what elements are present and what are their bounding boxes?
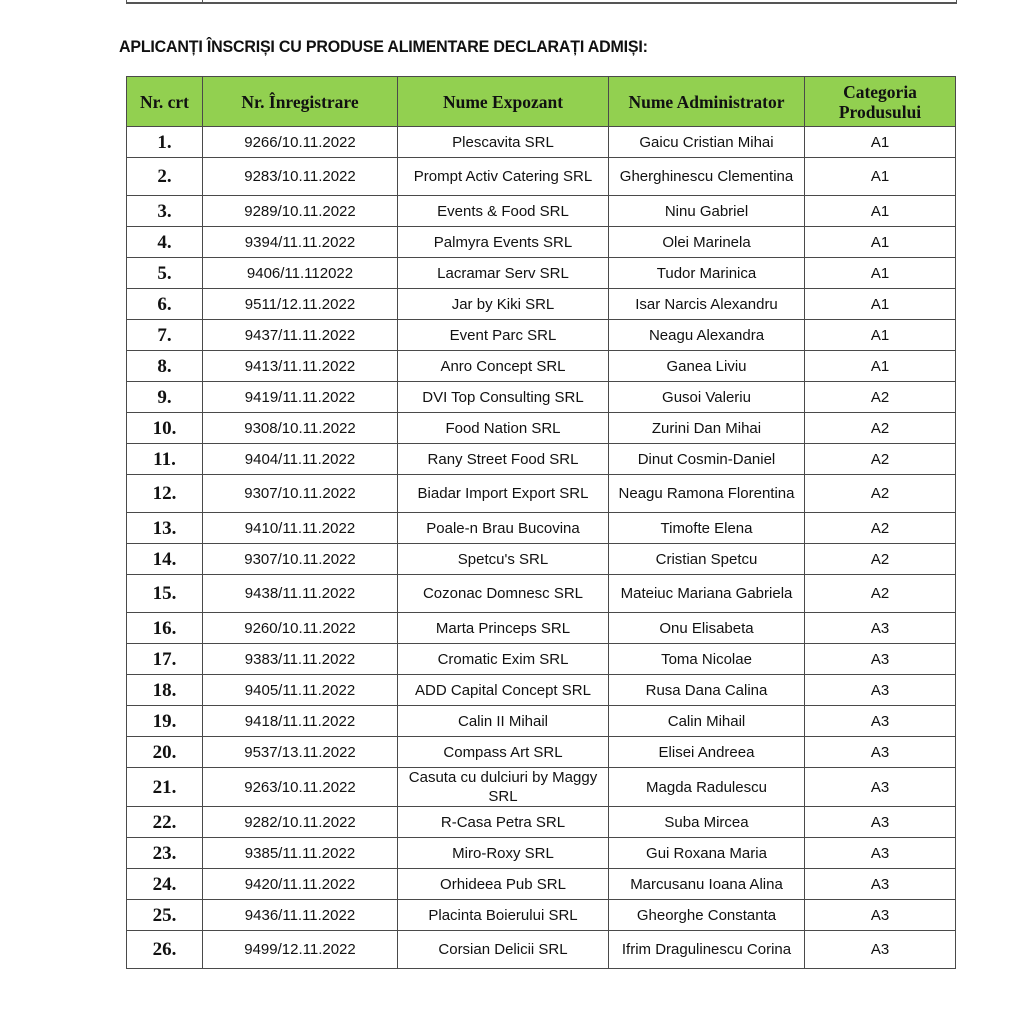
cell-nr-inregistrare: 9511/12.11.2022	[203, 289, 398, 320]
cell-nr-crt: 14.	[127, 544, 203, 575]
cell-nume-expozant: Compass Art SRL	[398, 737, 609, 768]
cell-categoria: A2	[805, 544, 956, 575]
cell-nume-administrator: Ninu Gabriel	[609, 196, 805, 227]
cell-nume-administrator: Neagu Alexandra	[609, 320, 805, 351]
table-row	[127, 768, 956, 807]
cell-nume-administrator: Olei Marinela	[609, 227, 805, 258]
cell-nr-crt: 4.	[127, 227, 203, 258]
cell-nume-expozant: Corsian Delicii SRL	[398, 931, 609, 969]
table-row	[127, 737, 956, 768]
cell-categoria: A3	[805, 675, 956, 706]
cell-nr-inregistrare: 9260/10.11.2022	[203, 613, 398, 644]
cell-nr-inregistrare: 9404/11.11.2022	[203, 444, 398, 475]
cell-nume-expozant: Cromatic Exim SRL	[398, 644, 609, 675]
cell-nume-administrator: Ganea Liviu	[609, 351, 805, 382]
cell-nume-administrator: Gusoi Valeriu	[609, 382, 805, 413]
cell-categoria: A2	[805, 413, 956, 444]
cell-nr-inregistrare: 9283/10.11.2022	[203, 158, 398, 196]
cell-nume-administrator: Mateiuc Mariana Gabriela	[609, 575, 805, 613]
cell-categoria: A3	[805, 900, 956, 931]
cell-nr-inregistrare: 9307/10.11.2022	[203, 475, 398, 513]
cell-categoria: A1	[805, 158, 956, 196]
cell-nr-inregistrare: 9385/11.11.2022	[203, 838, 398, 869]
cell-nr-crt: 17.	[127, 644, 203, 675]
cell-categoria: A3	[805, 931, 956, 969]
cell-nume-administrator: Magda Radulescu	[609, 768, 805, 807]
cell-categoria: A2	[805, 575, 956, 613]
cell-nume-expozant: Spetcu's SRL	[398, 544, 609, 575]
cell-nume-expozant: Rany Street Food SRL	[398, 444, 609, 475]
table-divider	[202, 0, 203, 2]
table-row	[127, 613, 956, 644]
cell-nume-expozant: Casuta cu dulciuri by Maggy SRL	[398, 768, 609, 807]
header-nume-administrator: Nume Administrator	[609, 77, 805, 127]
cell-nume-administrator: Calin Mihail	[609, 706, 805, 737]
table-row	[127, 475, 956, 513]
cell-nume-administrator: Neagu Ramona Florentina	[609, 475, 805, 513]
cell-categoria: A3	[805, 768, 956, 807]
cell-nr-crt: 16.	[127, 613, 203, 644]
cell-nume-administrator: Isar Narcis Alexandru	[609, 289, 805, 320]
cell-nr-crt: 3.	[127, 196, 203, 227]
cell-nr-inregistrare: 9405/11.11.2022	[203, 675, 398, 706]
cell-nume-expozant: Events & Food SRL	[398, 196, 609, 227]
table-row	[127, 227, 956, 258]
cell-nr-crt: 1.	[127, 127, 203, 158]
cell-categoria: A3	[805, 737, 956, 768]
cell-nr-crt: 2.	[127, 158, 203, 196]
cell-nume-administrator: Toma Nicolae	[609, 644, 805, 675]
cell-nr-crt: 9.	[127, 382, 203, 413]
cell-nume-expozant: Marta Princeps SRL	[398, 613, 609, 644]
cell-nr-inregistrare: 9394/11.11.2022	[203, 227, 398, 258]
header-nr-crt: Nr. crt	[127, 77, 203, 127]
table-body	[127, 127, 956, 969]
table-row	[127, 382, 956, 413]
cell-nr-crt: 5.	[127, 258, 203, 289]
table-row	[127, 513, 956, 544]
cell-nr-crt: 25.	[127, 900, 203, 931]
table-row	[127, 289, 956, 320]
cell-nr-crt: 26.	[127, 931, 203, 969]
cell-nr-crt: 24.	[127, 869, 203, 900]
header-categoria-produsului: Categoria Produsului	[805, 77, 956, 127]
header-nr-inregistrare: Nr. Înregistrare	[203, 77, 398, 127]
cell-categoria: A1	[805, 196, 956, 227]
cell-categoria: A3	[805, 869, 956, 900]
table-row	[127, 127, 956, 158]
table-row	[127, 544, 956, 575]
cell-categoria: A2	[805, 475, 956, 513]
cell-categoria: A1	[805, 351, 956, 382]
cell-nume-expozant: Poale-n Brau Bucovina	[398, 513, 609, 544]
cell-categoria: A2	[805, 513, 956, 544]
cell-nr-inregistrare: 9308/10.11.2022	[203, 413, 398, 444]
table-header-row	[127, 77, 956, 127]
cell-nr-crt: 15.	[127, 575, 203, 613]
cell-nume-administrator: Timofte Elena	[609, 513, 805, 544]
header-nume-expozant: Nume Expozant	[398, 77, 609, 127]
admitted-applicants-table	[126, 76, 956, 969]
cell-categoria: A2	[805, 444, 956, 475]
cell-nr-inregistrare: 9406/11.112022	[203, 258, 398, 289]
cell-nume-administrator: Ifrim Dragulinescu Corina	[609, 931, 805, 969]
table-row	[127, 413, 956, 444]
cell-nr-inregistrare: 9437/11.11.2022	[203, 320, 398, 351]
cell-nume-expozant: Jar by Kiki SRL	[398, 289, 609, 320]
cell-nr-crt: 7.	[127, 320, 203, 351]
cell-nr-inregistrare: 9420/11.11.2022	[203, 869, 398, 900]
cell-nume-administrator: Gaicu Cristian Mihai	[609, 127, 805, 158]
cell-nr-inregistrare: 9436/11.11.2022	[203, 900, 398, 931]
cell-nume-administrator: Gherghinescu Clementina	[609, 158, 805, 196]
cell-nume-expozant: Orhideea Pub SRL	[398, 869, 609, 900]
cell-nr-crt: 23.	[127, 838, 203, 869]
cell-nume-expozant: Biadar Import Export SRL	[398, 475, 609, 513]
cell-nume-administrator: Cristian Spetcu	[609, 544, 805, 575]
cell-nr-inregistrare: 9282/10.11.2022	[203, 807, 398, 838]
table-row	[127, 706, 956, 737]
cell-nume-expozant: Prompt Activ Catering SRL	[398, 158, 609, 196]
cell-nume-administrator: Gui Roxana Maria	[609, 838, 805, 869]
cell-nr-inregistrare: 9419/11.11.2022	[203, 382, 398, 413]
table-row	[127, 838, 956, 869]
cell-nume-expozant: Calin II Mihail	[398, 706, 609, 737]
cell-categoria: A1	[805, 320, 956, 351]
cell-nume-expozant: Plescavita SRL	[398, 127, 609, 158]
cell-categoria: A1	[805, 289, 956, 320]
cell-nr-crt: 20.	[127, 737, 203, 768]
cell-categoria: A2	[805, 382, 956, 413]
cell-nume-administrator: Onu Elisabeta	[609, 613, 805, 644]
cell-nume-administrator: Tudor Marinica	[609, 258, 805, 289]
table-row	[127, 900, 956, 931]
cell-categoria: A1	[805, 127, 956, 158]
table-row	[127, 444, 956, 475]
table-row	[127, 575, 956, 613]
cell-nume-administrator: Gheorghe Constanta	[609, 900, 805, 931]
cell-nume-expozant: Anro Concept SRL	[398, 351, 609, 382]
cell-nr-crt: 10.	[127, 413, 203, 444]
cell-nr-inregistrare: 9418/11.11.2022	[203, 706, 398, 737]
cell-nume-expozant: Food Nation SRL	[398, 413, 609, 444]
cell-nr-inregistrare: 9438/11.11.2022	[203, 575, 398, 613]
table-row	[127, 158, 956, 196]
cell-nume-administrator: Marcusanu Ioana Alina	[609, 869, 805, 900]
cell-nume-administrator: Zurini Dan Mihai	[609, 413, 805, 444]
table-row	[127, 320, 956, 351]
cell-nr-inregistrare: 9266/10.11.2022	[203, 127, 398, 158]
cell-categoria: A1	[805, 227, 956, 258]
cell-nume-expozant: ADD Capital Concept SRL	[398, 675, 609, 706]
cell-nr-inregistrare: 9307/10.11.2022	[203, 544, 398, 575]
table-row	[127, 931, 956, 969]
table-row	[127, 258, 956, 289]
table-row	[127, 644, 956, 675]
section-title: APLICANȚI ÎNSCRIȘI CU PRODUSE ALIMENTARE DECLARAȚI ADMIȘI:	[119, 38, 648, 56]
cell-categoria: A1	[805, 258, 956, 289]
cell-nume-expozant: Cozonac Domnesc SRL	[398, 575, 609, 613]
cell-nr-crt: 11.	[127, 444, 203, 475]
cell-nume-expozant: R-Casa Petra SRL	[398, 807, 609, 838]
previous-table-bottom-border	[126, 0, 957, 4]
cell-nume-expozant: DVI Top Consulting SRL	[398, 382, 609, 413]
cell-nume-expozant: Palmyra Events SRL	[398, 227, 609, 258]
cell-nr-crt: 8.	[127, 351, 203, 382]
cell-nr-crt: 19.	[127, 706, 203, 737]
cell-nume-administrator: Suba Mircea	[609, 807, 805, 838]
cell-nr-crt: 6.	[127, 289, 203, 320]
cell-nr-crt: 22.	[127, 807, 203, 838]
cell-nr-inregistrare: 9263/10.11.2022	[203, 768, 398, 807]
cell-nume-administrator: Dinut Cosmin-Daniel	[609, 444, 805, 475]
cell-nume-administrator: Elisei Andreea	[609, 737, 805, 768]
cell-categoria: A3	[805, 807, 956, 838]
cell-nume-expozant: Event Parc SRL	[398, 320, 609, 351]
cell-categoria: A3	[805, 613, 956, 644]
cell-nr-inregistrare: 9499/12.11.2022	[203, 931, 398, 969]
cell-nr-inregistrare: 9537/13.11.2022	[203, 737, 398, 768]
cell-nr-crt: 18.	[127, 675, 203, 706]
table-row	[127, 675, 956, 706]
cell-nr-inregistrare: 9413/11.11.2022	[203, 351, 398, 382]
cell-nume-expozant: Placinta Boierului SRL	[398, 900, 609, 931]
table-row	[127, 351, 956, 382]
cell-categoria: A3	[805, 644, 956, 675]
table-row	[127, 807, 956, 838]
cell-nume-administrator: Rusa Dana Calina	[609, 675, 805, 706]
cell-nr-crt: 21.	[127, 768, 203, 807]
table-row	[127, 869, 956, 900]
cell-nr-inregistrare: 9410/11.11.2022	[203, 513, 398, 544]
cell-nr-crt: 12.	[127, 475, 203, 513]
cell-categoria: A3	[805, 706, 956, 737]
cell-categoria: A3	[805, 838, 956, 869]
cell-nr-crt: 13.	[127, 513, 203, 544]
cell-nr-inregistrare: 9289/10.11.2022	[203, 196, 398, 227]
table-row	[127, 196, 956, 227]
cell-nume-expozant: Lacramar Serv SRL	[398, 258, 609, 289]
cell-nr-inregistrare: 9383/11.11.2022	[203, 644, 398, 675]
cell-nume-expozant: Miro-Roxy SRL	[398, 838, 609, 869]
